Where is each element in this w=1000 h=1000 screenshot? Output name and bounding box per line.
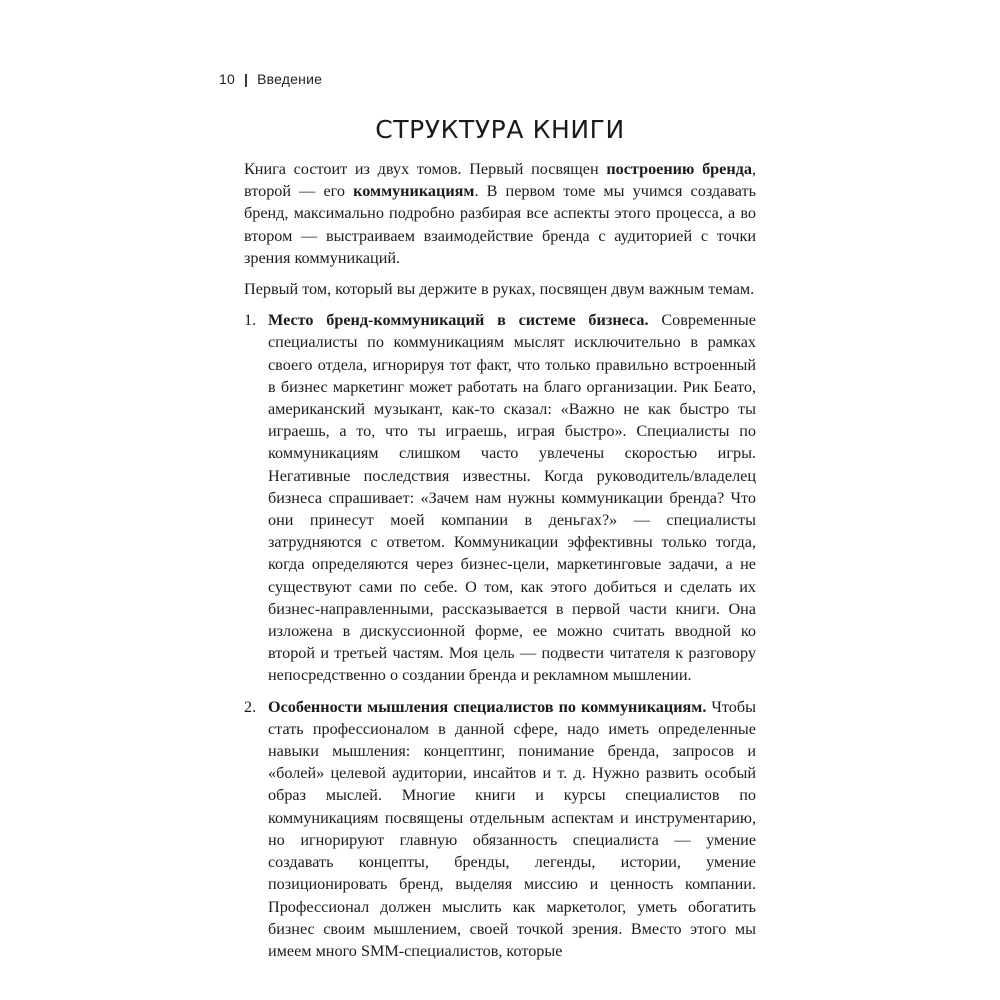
topic-number: 2. [244, 697, 257, 716]
topic-number: 1. [244, 311, 257, 330]
page-number: 10 [219, 71, 235, 87]
intro-paragraph-2: Первый том, который вы держите в руках, посвящен двум важным темам. [244, 280, 755, 299]
topic-item [244, 309, 756, 686]
topics-list [244, 309, 756, 962]
topic-title: Место бренд-коммуникаций в системе бизнеса. [268, 311, 649, 330]
intro-bold-term: коммуникациям [353, 182, 475, 201]
running-head [219, 71, 322, 87]
intro-text: , второй — его [244, 160, 757, 201]
topic-item [244, 696, 756, 962]
running-head-separator: | [243, 71, 249, 87]
topic-text: Современные специалисты по коммуникациям мыслят исключительно в рамках своего отдела, игнорируя тот факт, что только правильно встроенный в бизнес маркетинг может работать на благо организации. Рик Беато, американский музыкант, как-то сказал: «Важно не как быстро ты играешь, а то, что ты играешь, играя быстро». Специалисты по коммуникациям слишком часто увлечены скоростью игры. Негативные последствия известны. Когда руководитель/владелец бизнеса спрашивает: «Зачем нам нужны коммуникации бренда? Что они принесут моей компании в деньгах?» — специалисты затрудняются с ответом. Коммуникации эффективны только тогда, когда определяются через бизнес-цели, маркетинговые задачи, а не существуют сами по себе. О том, как этого добиться и сделать их бизнес-направленными, рассказывается в первой части книги. Она изложена в дискуссионной форме, ее можно считать вводной ко второй и третьей частям. Моя цель — подвести читателя к разговору непосредственно о создании бренда и рекламном мышлении. [268, 311, 756, 685]
intro-paragraph-1 [244, 158, 756, 269]
topic-title: Особенности мышления специалистов по коммуникациям. [268, 697, 707, 716]
topic-text: Чтобы стать профессионалом в данной сфере, надо иметь определенные навыки мышления: концептинг, понимание бренда, запросов и «болей» целевой аудитории, инсайтов и т. д. Нужно развить особый образ мыслей. Многие книги и курсы специалистов по коммуникациям посвящены отдельным аспектам и инструментарию, но игнорируют главную обязанность специалиста — умение создавать концепты, бренды, легенды, истории, умение позиционировать бренд, выделяя миссию и ценность компании. Профессионал должен мыслить как маркетолог, уметь обогатить бизнес своим мышлением, своей точкой зрения. Вместо этого мы имеем много SMM-специалистов, которые [268, 697, 756, 960]
running-head-section: Введение [257, 71, 323, 87]
body-text [244, 158, 756, 971]
intro-text: Книга состоит из двух томов. Первый посвящен [244, 160, 607, 178]
intro-text: . В первом томе мы учимся создавать бренд, максимально подробно разбирая все аспекты этого процесса, а во втором — выстраиваем взаимодействие бренда с аудиторией с точки зрения коммуникаций. [244, 182, 756, 267]
intro-bold-term: построению бренда [606, 160, 752, 178]
chapter-title: СТРУКТУРА КНИГИ [375, 115, 625, 144]
